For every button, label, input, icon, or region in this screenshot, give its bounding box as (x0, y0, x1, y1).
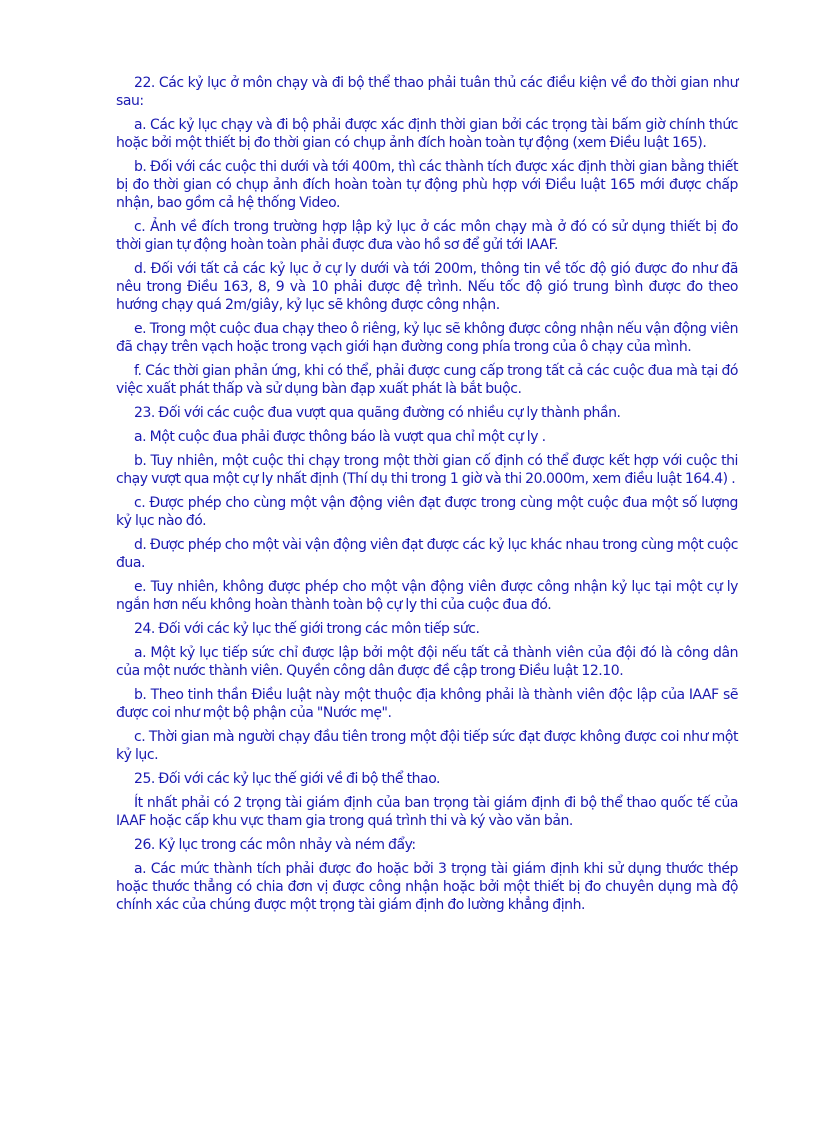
paragraph-22: 22. Các kỷ lục ở môn chạy và đi bộ thể thao phải tuân thủ các điều kiện về đo thời gian như sau: (116, 75, 738, 109)
paragraph-26a: a. Các mức thành tích phải được đo hoặc bởi 3 trọng tài giám định khi sử dụng thước thép hoặc thước thẳng có chia đơn vị được công nhận hoặc bởi một thiết bị đo chuyên dụng mà độ chính xác của chúng được một trọng tài giám định đo lường khẳng định. (116, 861, 738, 913)
paragraph-22a: a. Các kỷ lục chạy và đi bộ phải được xác định thời gian bởi các trọng tài bấm giờ chính thức hoặc bởi một thiết bị đo thời gian có chụp ảnh đích hoàn toàn tự động (xem Điều luật 165). (116, 117, 738, 151)
paragraph-22d: d. Đối với tất cả các kỷ lục ở cự ly dưới và tới 200m, thông tin về tốc độ gió được đo như đã nêu trong Điều 163, 8, 9 và 10 phải được đệ trình. Nếu tốc độ gió trung bình được đo theo hướng chạy quá 2m/giây, kỷ lục sẽ không được công nhận. (116, 261, 738, 313)
paragraph-22b: b. Đối với các cuộc thi dưới và tới 400m, thì các thành tích được xác định thời gian bằng thiết bị đo thời gian có chụp ảnh đích hoàn toàn tự động phù hợp với Điều luật 165 mới được chấp nhận, bao gồm cả hệ thống Video. (116, 159, 738, 211)
paragraph-23: 23. Đối với các cuộc đua vượt qua quãng đường có nhiều cự ly thành phần. (134, 405, 621, 421)
document-body (116, 74, 738, 920)
paragraph-26: 26. Kỷ lục trong các môn nhảy và ném đẩy: (134, 837, 416, 853)
paragraph-24: 24. Đối với các kỷ lục thế giới trong các môn tiếp sức. (134, 621, 480, 637)
paragraph-24c: c. Thời gian mà người chạy đầu tiên trong một đội tiếp sức đạt được không được coi như một kỷ lục. (116, 729, 738, 763)
paragraph-22c: c. Ảnh về đích trong trường hợp lập kỷ lục ở các môn chạy mà ở đó có sử dụng thiết bị đo thời gian tự động hoàn toàn phải được đưa vào hồ sơ để gửi tới IAAF. (116, 219, 738, 253)
paragraph-23a: a. Một cuộc đua phải được thông báo là vượt qua chỉ một cự ly . (134, 429, 546, 445)
paragraph-22f: f. Các thời gian phản ứng, khi có thể, phải được cung cấp trong tất cả các cuộc đua mà tại đó việc xuất phát thấp và sử dụng bàn đạp xuất phát là bắt buộc. (116, 363, 738, 397)
paragraph-22e: e. Trong một cuộc đua chạy theo ô riêng, kỷ lục sẽ không được công nhận nếu vận động viên đã chạy trên vạch hoặc trong vạch giới hạn đường cong phía trong của ô chạy của mình. (116, 321, 738, 355)
paragraph-23b: b. Tuy nhiên, một cuộc thi chạy trong một thời gian cố định có thể được kết hợp với cuộc thi chạy vượt qua một cự ly nhất định (Thí dụ thi trong 1 giờ và thi 20.000m, xem điều luật 164.4) . (116, 453, 738, 487)
paragraph-23c: c. Được phép cho cùng một vận động viên đạt được trong cùng một cuộc đua một số lượng kỷ lục nào đó. (116, 495, 738, 529)
paragraph-25-body: Ít nhất phải có 2 trọng tài giám định của ban trọng tài giám định đi bộ thể thao quốc tế của IAAF hoặc cấp khu vực tham gia trong quá trình thi và ký vào văn bản. (116, 795, 738, 829)
paragraph-23d: d. Được phép cho một vài vận động viên đạt được các kỷ lục khác nhau trong cùng một cuộc đua. (116, 537, 738, 571)
paragraph-24a: a. Một kỷ lục tiếp sức chỉ được lập bởi một đội nếu tất cả thành viên của đội đó là công dân của một nước thành viên. Quyền công dân được đề cập trong Điều luật 12.10. (116, 645, 738, 679)
paragraph-23e: e. Tuy nhiên, không được phép cho một vận động viên được công nhận kỷ lục tại một cự ly ngắn hơn nếu không hoàn thành toàn bộ cự ly thi của cuộc đua đó. (116, 579, 738, 613)
paragraph-25: 25. Đối với các kỷ lục thế giới về đi bộ thể thao. (134, 771, 441, 787)
paragraph-24b: b. Theo tinh thần Điều luật này một thuộc địa không phải là thành viên độc lập của IAAF sẽ được coi như một bộ phận của "Nước mẹ". (116, 687, 738, 721)
